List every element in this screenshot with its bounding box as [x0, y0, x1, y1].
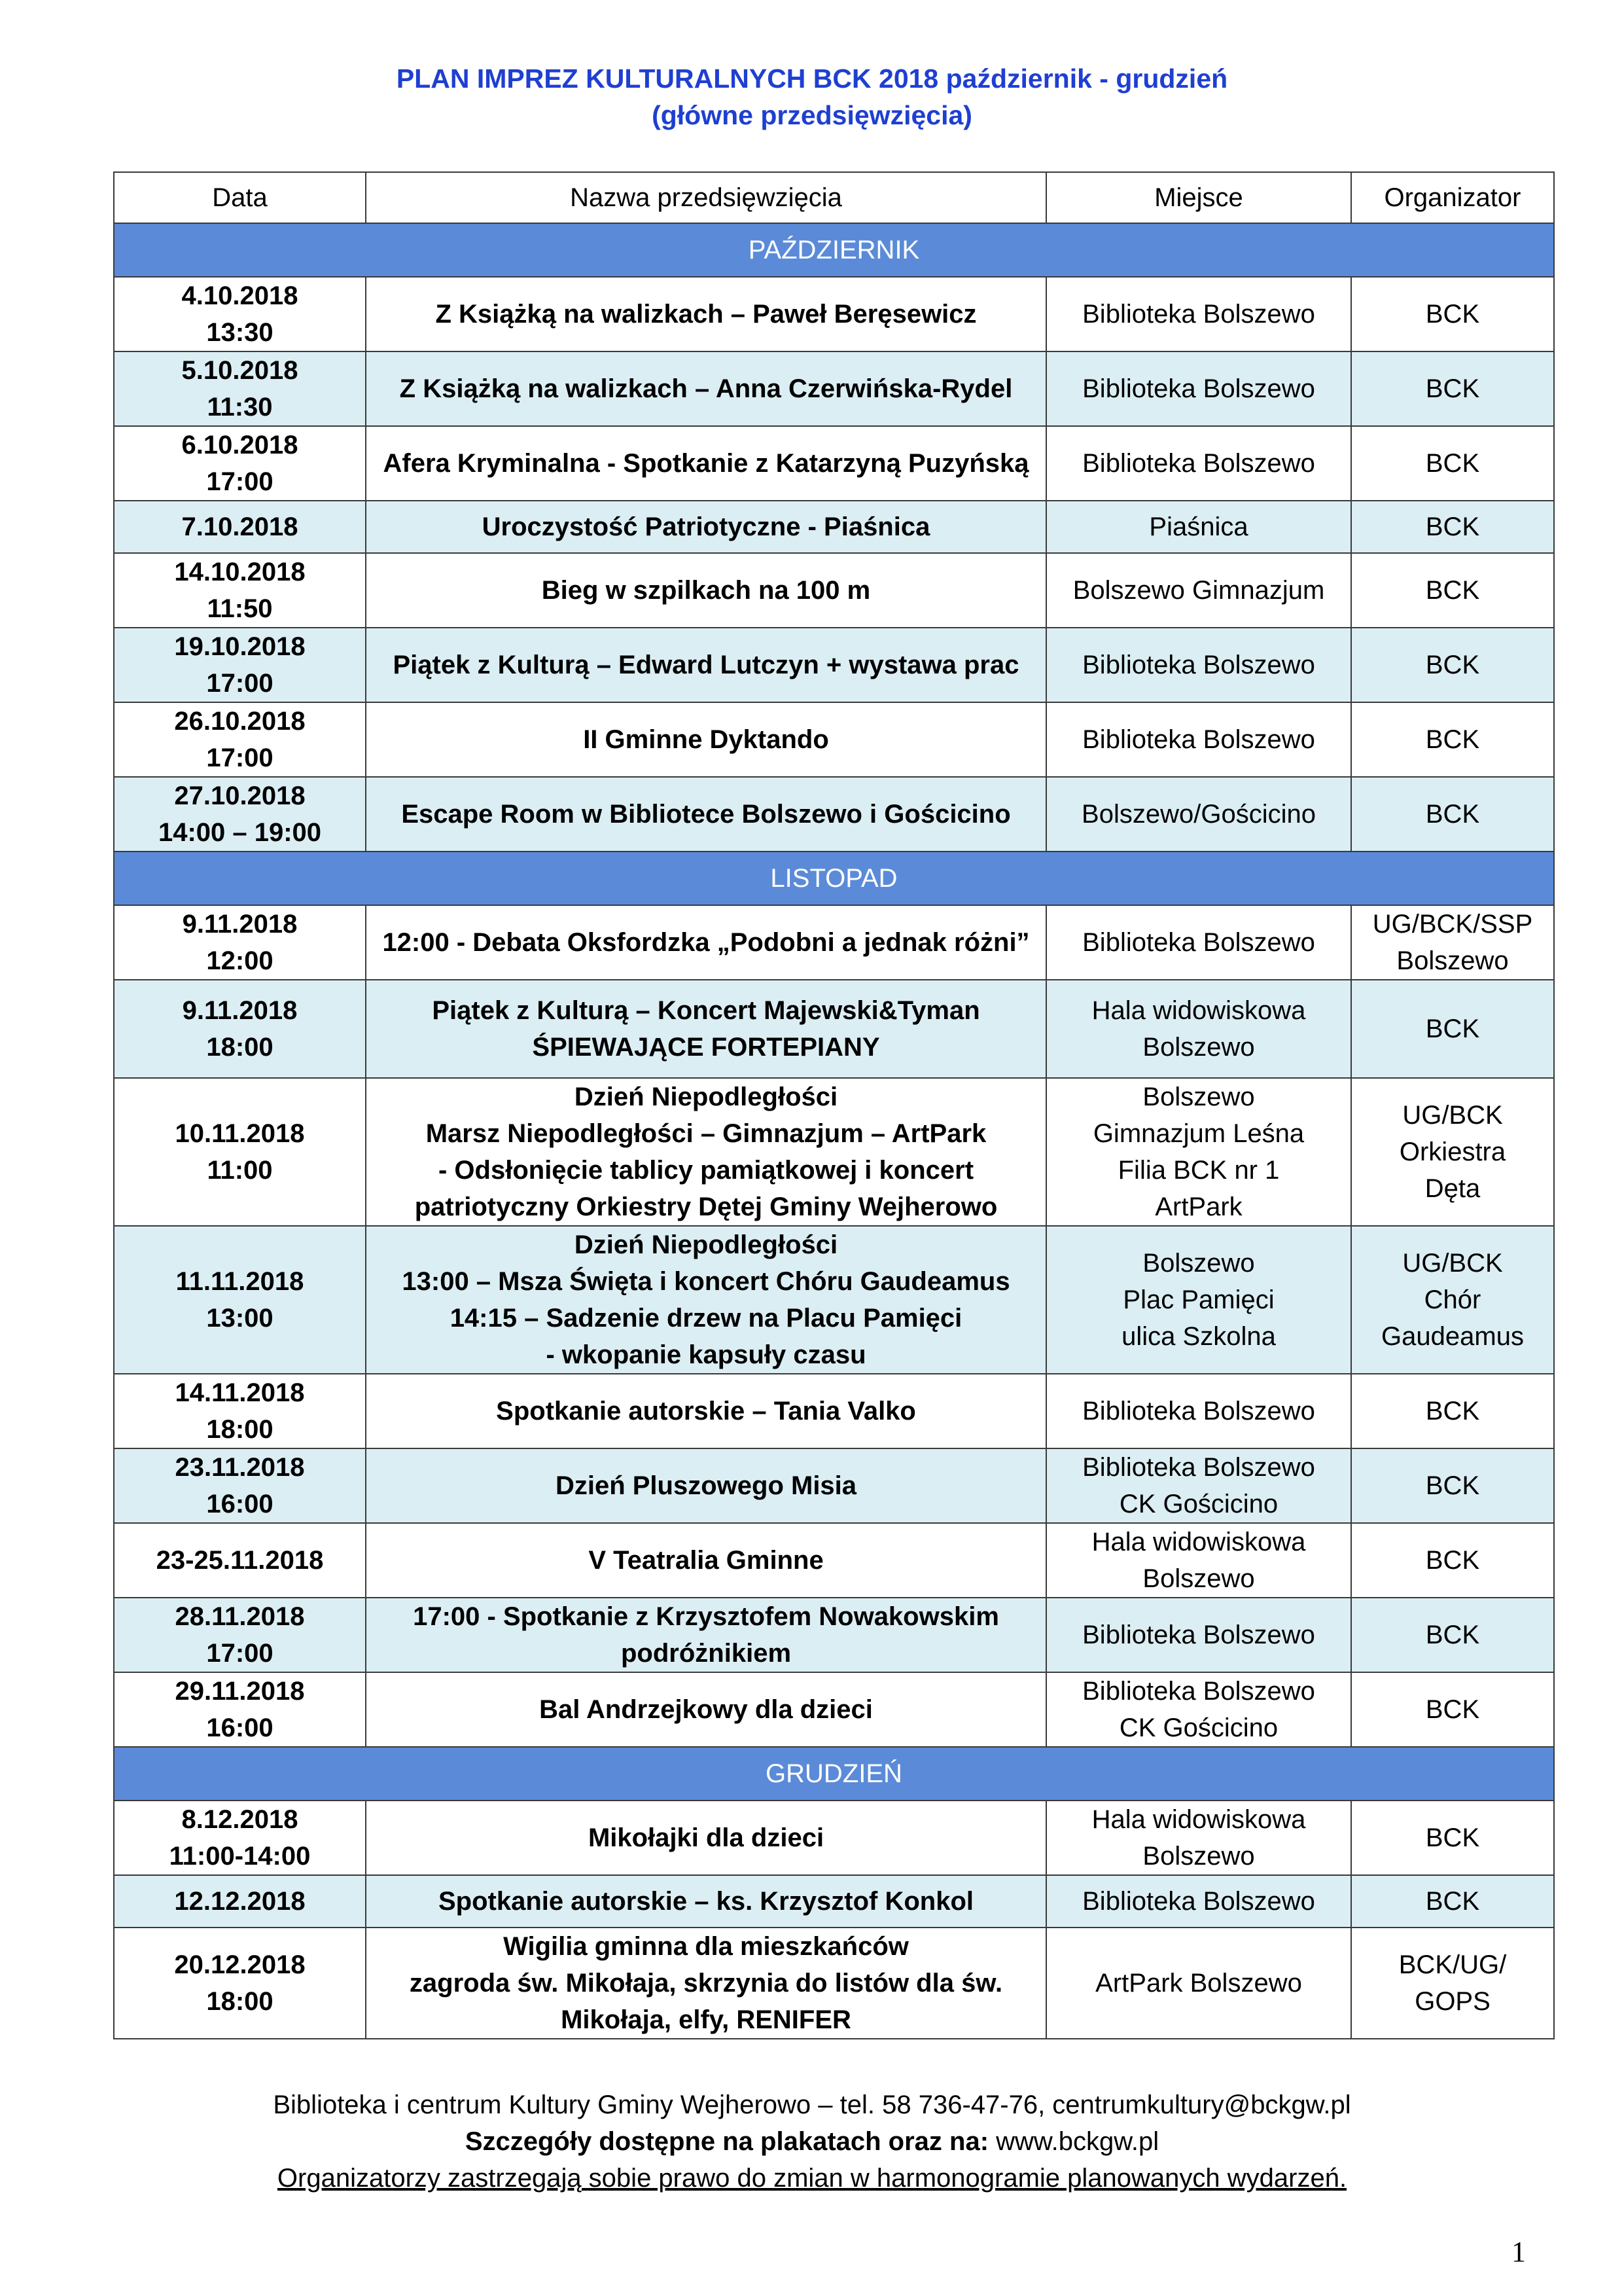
cell-name [366, 1598, 1046, 1672]
month-label: GRUDZIEŃ [114, 1747, 1554, 1801]
cell-date [114, 1374, 366, 1448]
cell-line: BCK [1425, 576, 1480, 605]
cell-line: Biblioteka Bolszewo [1082, 651, 1315, 679]
footer-website: www.bckgw.pl [989, 2127, 1159, 2156]
cell-line: Bolszewo Gimnazjum [1072, 576, 1325, 605]
column-header-organizer: Organizator [1351, 172, 1554, 223]
cell-line: 7.10.2018 [181, 512, 298, 541]
table-row [114, 1523, 1554, 1598]
cell-line: Hala widowiskowa [1091, 1805, 1306, 1834]
table-row [114, 426, 1554, 501]
cell-place [1046, 1078, 1351, 1226]
cell-line: 17:00 [206, 467, 274, 496]
cell-line: 18:00 [206, 1987, 274, 2016]
column-header-date: Data [114, 172, 366, 223]
cell-line: Escape Room w Bibliotece Bolszewo i Gościcino [401, 800, 1011, 829]
page-number: 1 [1511, 2236, 1526, 2268]
cell-line: II Gminne Dyktando [583, 725, 829, 754]
cell-line: BCK [1425, 449, 1480, 478]
cell-place [1046, 277, 1351, 351]
cell-name [366, 980, 1046, 1078]
cell-line: Dzień Pluszowego Misia [555, 1471, 857, 1500]
cell-organizer [1351, 1928, 1554, 2039]
cell-line: 19.10.2018 [174, 632, 306, 661]
cell-line: 16:00 [206, 1713, 274, 1742]
cell-line: Bolszewo [1142, 1842, 1255, 1871]
cell-line: Hala widowiskowa [1091, 1528, 1306, 1556]
cell-name [366, 1928, 1046, 2039]
cell-line: BCK [1425, 725, 1480, 754]
cell-line: 23.11.2018 [175, 1453, 305, 1482]
cell-organizer [1351, 1448, 1554, 1523]
cell-organizer [1351, 1801, 1554, 1875]
footer-details [0, 2123, 1624, 2160]
cell-line: ArtPark Bolszewo [1095, 1969, 1302, 1998]
cell-organizer [1351, 426, 1554, 501]
cell-line: BCK [1425, 1621, 1480, 1649]
cell-line: Biblioteka Bolszewo [1082, 300, 1315, 329]
column-header-name: Nazwa przedsięwzięcia [366, 172, 1046, 223]
cell-line: Biblioteka Bolszewo [1082, 725, 1315, 754]
cell-line: Afera Kryminalna - Spotkanie z Katarzyną Puzyńską [383, 449, 1029, 478]
table-row [114, 277, 1554, 351]
cell-line: Biblioteka Bolszewo [1082, 1887, 1315, 1916]
cell-date [114, 277, 366, 351]
cell-line: 16:00 [206, 1490, 274, 1518]
cell-line: Bolszewo [1142, 1083, 1255, 1111]
cell-line: 18:00 [206, 1033, 274, 1062]
cell-line: Orkiestra [1399, 1138, 1506, 1166]
cell-line: Piaśnica [1149, 512, 1248, 541]
cell-place [1046, 426, 1351, 501]
cell-line: 13:00 – Msza Święta i koncert Chóru Gaudeamus [402, 1267, 1010, 1296]
cell-line: 12:00 [206, 946, 274, 975]
cell-line: Biblioteka Bolszewo [1082, 1453, 1315, 1482]
cell-date [114, 702, 366, 777]
cell-line: Biblioteka Bolszewo [1082, 1397, 1315, 1426]
cell-name [366, 905, 1046, 980]
cell-organizer [1351, 351, 1554, 426]
cell-date [114, 1801, 366, 1875]
cell-line: 13:00 [206, 1304, 274, 1333]
cell-line: Filia BCK nr 1 [1118, 1156, 1280, 1185]
cell-line: patriotyczny Orkiestry Dętej Gminy Wejherowo [414, 1193, 998, 1221]
cell-place [1046, 1672, 1351, 1747]
cell-place [1046, 905, 1351, 980]
month-header-row [114, 223, 1554, 277]
cell-name [366, 1448, 1046, 1523]
cell-line: BCK [1425, 651, 1480, 679]
cell-place [1046, 980, 1351, 1078]
cell-line: ŚPIEWAJĄCE FORTEPIANY [532, 1033, 880, 1062]
cell-organizer [1351, 980, 1554, 1078]
table-row [114, 351, 1554, 426]
cell-date [114, 777, 366, 852]
cell-line: 12.12.2018 [174, 1887, 306, 1916]
cell-line: CK Gościcino [1119, 1490, 1279, 1518]
cell-line: ulica Szkolna [1121, 1322, 1276, 1351]
table-row [114, 1801, 1554, 1875]
events-table [113, 171, 1555, 2039]
table-row [114, 1928, 1554, 2039]
cell-name [366, 501, 1046, 553]
cell-line: 9.11.2018 [182, 910, 298, 939]
cell-organizer [1351, 1598, 1554, 1672]
cell-line: Plac Pamięci [1123, 1285, 1275, 1314]
cell-line: BCK [1425, 512, 1480, 541]
cell-line: BCK [1425, 1823, 1480, 1852]
cell-line: 17:00 [206, 1639, 274, 1668]
cell-line: 14.11.2018 [175, 1378, 305, 1407]
cell-organizer [1351, 777, 1554, 852]
cell-line: zagroda św. Mikołaja, skrzynia do listów dla św. [409, 1969, 1003, 1998]
cell-line: Piątek z Kulturą – Edward Lutczyn + wystawa prac [393, 651, 1019, 679]
cell-place [1046, 628, 1351, 702]
cell-line: Piątek z Kulturą – Koncert Majewski&Tyman [432, 996, 980, 1025]
table-row [114, 1875, 1554, 1928]
cell-line: 27.10.2018 [174, 781, 306, 810]
cell-line: 8.12.2018 [181, 1805, 298, 1834]
cell-line: 14.10.2018 [174, 558, 306, 586]
month-label: PAŹDZIERNIK [114, 223, 1554, 277]
table-row [114, 905, 1554, 980]
cell-name [366, 1523, 1046, 1598]
table-row [114, 628, 1554, 702]
cell-line: Biblioteka Bolszewo [1082, 928, 1315, 957]
cell-name [366, 1801, 1046, 1875]
cell-place [1046, 1523, 1351, 1598]
cell-organizer [1351, 905, 1554, 980]
table-body [114, 223, 1554, 2039]
cell-line: Z Książką na walizkach – Paweł Beręsewicz [435, 300, 977, 329]
cell-line: Bolszewo [1142, 1249, 1255, 1278]
cell-line: Bolszewo [1142, 1564, 1255, 1593]
cell-line: GOPS [1415, 1987, 1491, 2016]
cell-line: 5.10.2018 [181, 356, 298, 385]
cell-line: Bal Andrzejkowy dla dzieci [539, 1695, 873, 1724]
month-header-row [114, 1747, 1554, 1801]
cell-line: BCK [1425, 1014, 1480, 1043]
cell-line: 20.12.2018 [174, 1950, 306, 1979]
cell-name [366, 1875, 1046, 1928]
cell-line: 11:00 [207, 1156, 273, 1185]
cell-line: Biblioteka Bolszewo [1082, 1677, 1315, 1706]
cell-date [114, 1078, 366, 1226]
cell-line: 13:30 [206, 318, 274, 347]
cell-line: Dęta [1424, 1174, 1481, 1203]
cell-place [1046, 702, 1351, 777]
table-row [114, 777, 1554, 852]
cell-organizer [1351, 702, 1554, 777]
cell-line: Biblioteka Bolszewo [1082, 374, 1315, 403]
cell-organizer [1351, 1374, 1554, 1448]
cell-line: 12:00 - Debata Oksfordzka „Podobni a jednak różni” [382, 928, 1030, 957]
cell-date [114, 1928, 366, 2039]
cell-line: BCK [1425, 800, 1480, 829]
table-row [114, 1374, 1554, 1448]
month-label: LISTOPAD [114, 852, 1554, 905]
footer-disclaimer: Organizatorzy zastrzegają sobie prawo do zmian w harmonogramie planowanych wydarzeń. [277, 2164, 1347, 2193]
cell-line: 14:15 – Sadzenie drzew na Placu Pamięci [450, 1304, 962, 1333]
cell-date [114, 351, 366, 426]
cell-name [366, 277, 1046, 351]
cell-date [114, 501, 366, 553]
cell-line: 17:00 [206, 744, 274, 772]
table-header-row [114, 172, 1554, 223]
cell-organizer [1351, 628, 1554, 702]
cell-place [1046, 351, 1351, 426]
cell-line: Bieg w szpilkach na 100 m [541, 576, 871, 605]
cell-name [366, 1226, 1046, 1374]
cell-organizer [1351, 501, 1554, 553]
cell-line: ArtPark [1155, 1193, 1243, 1221]
cell-line: Spotkanie autorskie – Tania Valko [496, 1397, 916, 1426]
table-row [114, 1598, 1554, 1672]
cell-line: 28.11.2018 [175, 1602, 305, 1631]
cell-name [366, 1374, 1046, 1448]
cell-organizer [1351, 1875, 1554, 1928]
cell-name [366, 351, 1046, 426]
cell-line: Mikołajki dla dzieci [588, 1823, 824, 1852]
cell-date [114, 1523, 366, 1598]
cell-line: Gaudeamus [1381, 1322, 1524, 1351]
cell-line: Mikołaja, elfy, RENIFER [561, 2005, 851, 2034]
table-row [114, 1448, 1554, 1523]
cell-line: BCK [1425, 300, 1480, 329]
cell-name [366, 702, 1046, 777]
cell-line: BCK [1425, 1546, 1480, 1575]
cell-line: Gimnazjum Leśna [1093, 1119, 1305, 1148]
table-row [114, 980, 1554, 1078]
table-row [114, 702, 1554, 777]
table-row [114, 553, 1554, 628]
cell-organizer [1351, 1226, 1554, 1374]
cell-place [1046, 1875, 1351, 1928]
cell-date [114, 628, 366, 702]
cell-line: Bolszewo/Gościcino [1082, 800, 1316, 829]
cell-date [114, 1672, 366, 1747]
cell-line: Wigilia gminna dla mieszkańców [503, 1932, 909, 1961]
cell-line: 26.10.2018 [174, 707, 306, 736]
cell-date [114, 905, 366, 980]
cell-line: BCK/UG/ [1398, 1950, 1507, 1979]
cell-line: UG/BCK [1402, 1249, 1503, 1278]
cell-name [366, 777, 1046, 852]
cell-date [114, 980, 366, 1078]
cell-line: 11:30 [207, 393, 273, 422]
footer-contact: Biblioteka i centrum Kultury Gminy Wejherowo – tel. 58 736-47-76, centrumkultury@bckgw.pl [273, 2090, 1351, 2119]
cell-place [1046, 1598, 1351, 1672]
cell-line: BCK [1425, 374, 1480, 403]
cell-line: 17:00 - Spotkanie z Krzysztofem Nowakowskim [413, 1602, 999, 1631]
cell-line: 17:00 [206, 669, 274, 698]
cell-line: Bolszewo [1396, 946, 1509, 975]
cell-organizer [1351, 277, 1554, 351]
cell-line: Bolszewo [1142, 1033, 1255, 1062]
cell-line: UG/BCK/SSP [1372, 910, 1533, 939]
cell-line: BCK [1425, 1695, 1480, 1724]
column-header-place: Miejsce [1046, 172, 1351, 223]
cell-line: BCK [1425, 1397, 1480, 1426]
cell-line: 4.10.2018 [181, 281, 298, 310]
document-subtitle: (główne przedsięwzięcia) [652, 100, 972, 130]
table-row [114, 1078, 1554, 1226]
footer-details-bold: Szczegóły dostępne na plakatach oraz na: [465, 2127, 989, 2156]
cell-place [1046, 777, 1351, 852]
cell-line: BCK [1425, 1471, 1480, 1500]
cell-line: 10.11.2018 [175, 1119, 305, 1148]
cell-line: CK Gościcino [1119, 1713, 1279, 1742]
cell-date [114, 1875, 366, 1928]
cell-line: UG/BCK [1402, 1101, 1503, 1130]
cell-line: 18:00 [206, 1415, 274, 1444]
cell-line: 14:00 – 19:00 [158, 818, 322, 847]
cell-line: V Teatralia Gminne [588, 1546, 824, 1575]
cell-line: Biblioteka Bolszewo [1082, 1621, 1315, 1649]
table-row [114, 501, 1554, 553]
cell-line: 11:50 [207, 594, 273, 623]
cell-place [1046, 553, 1351, 628]
cell-line: 29.11.2018 [175, 1677, 305, 1706]
cell-date [114, 553, 366, 628]
cell-line: - wkopanie kapsuły czasu [546, 1340, 866, 1369]
cell-line: Uroczystość Patriotyczne - Piaśnica [482, 512, 930, 541]
table-row [114, 1226, 1554, 1374]
cell-place [1046, 1801, 1351, 1875]
cell-line: BCK [1425, 1887, 1480, 1916]
cell-line: 11.11.2018 [175, 1267, 304, 1296]
cell-date [114, 1598, 366, 1672]
cell-line: 6.10.2018 [181, 431, 298, 459]
cell-date [114, 426, 366, 501]
cell-name [366, 1078, 1046, 1226]
cell-organizer [1351, 1523, 1554, 1598]
table-row [114, 1672, 1554, 1747]
cell-date [114, 1226, 366, 1374]
cell-line: Spotkanie autorskie – ks. Krzysztof Konkol [438, 1887, 974, 1916]
cell-organizer [1351, 553, 1554, 628]
cell-line: Biblioteka Bolszewo [1082, 449, 1315, 478]
cell-organizer [1351, 1078, 1554, 1226]
cell-place [1046, 1226, 1351, 1374]
cell-line: 11:00-14:00 [169, 1842, 311, 1871]
cell-place [1046, 1374, 1351, 1448]
cell-line: Z Książką na walizkach – Anna Czerwińska-Rydel [399, 374, 1013, 403]
cell-line: Chór [1424, 1285, 1481, 1314]
cell-name [366, 628, 1046, 702]
cell-name [366, 426, 1046, 501]
cell-name [366, 1672, 1046, 1747]
cell-place [1046, 1928, 1351, 2039]
cell-date [114, 1448, 366, 1523]
cell-line: - Odsłonięcie tablicy pamiątkowej i koncert [438, 1156, 974, 1185]
cell-line: Hala widowiskowa [1091, 996, 1306, 1025]
cell-line: podróżnikiem [620, 1639, 792, 1668]
cell-place [1046, 501, 1351, 553]
cell-line: 23-25.11.2018 [156, 1546, 324, 1575]
cell-name [366, 553, 1046, 628]
cell-organizer [1351, 1672, 1554, 1747]
month-header-row [114, 852, 1554, 905]
cell-line: Dzień Niepodległości [574, 1083, 838, 1111]
cell-line: 9.11.2018 [182, 996, 298, 1025]
document-title: PLAN IMPREZ KULTURALNYCH BCK 2018 październik - grudzień [396, 63, 1228, 94]
cell-line: Marsz Niepodległości – Gimnazjum – ArtPark [425, 1119, 987, 1148]
cell-place [1046, 1448, 1351, 1523]
cell-line: Dzień Niepodległości [574, 1230, 838, 1259]
